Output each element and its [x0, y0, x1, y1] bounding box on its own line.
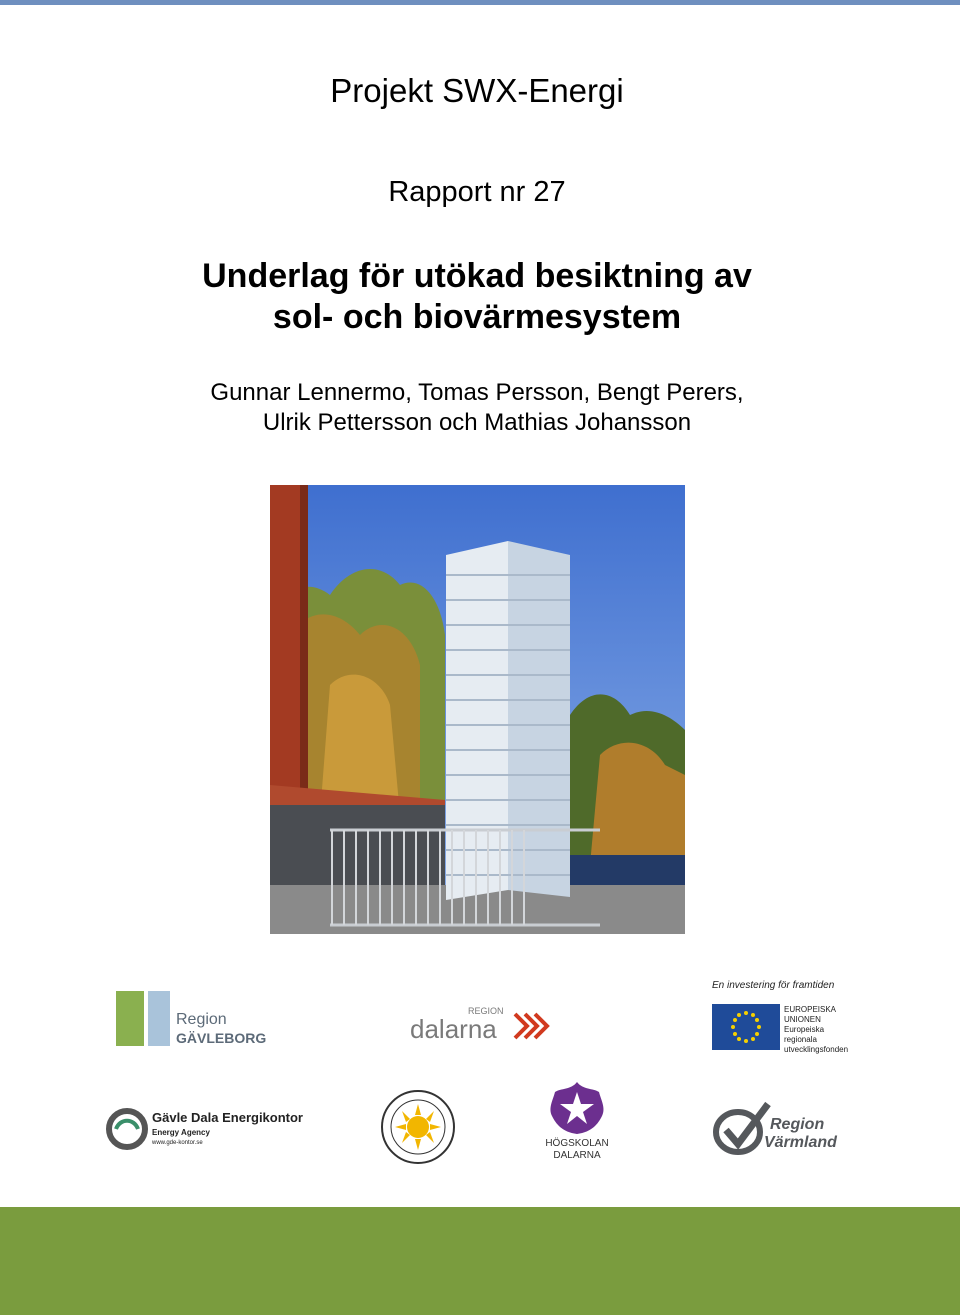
region-dalarna-logo: [410, 1006, 555, 1046]
region-gavleborg-logo: [116, 991, 266, 1049]
project-name: Projekt SWX-Energi: [330, 72, 624, 109]
energikontor-logo: [106, 1106, 311, 1154]
gavleborg-line1: Region: [176, 1011, 227, 1028]
eu-flag-icon: [712, 1004, 780, 1050]
eu-line5: utvecklingsfonden: [784, 1045, 849, 1054]
authors-line-2: Ulrik Pettersson och Mathias Johansson: [262, 409, 692, 436]
bottom-accent-bar: [0, 1207, 960, 1315]
eu-line4: regionala: [784, 1035, 817, 1044]
dalarna-name: dalarna: [410, 1014, 497, 1044]
report-number: Rapport nr 27: [388, 176, 566, 208]
hogskolan-star-icon: [546, 1080, 608, 1136]
varmland-check-icon: [712, 1100, 772, 1158]
dalarna-arrows-icon: [513, 1010, 553, 1042]
hogskolan-dalarna-logo: [537, 1080, 617, 1164]
hogskolan-line1: HÖGSKOLAN: [545, 1138, 609, 1149]
energikontor-circle-icon: [106, 1108, 148, 1150]
energikontor-name: Gävle Dala Energikontor: [152, 1110, 303, 1125]
top-accent-bar: [0, 0, 960, 5]
varmland-line1: Region: [770, 1116, 825, 1133]
eu-logo: [712, 980, 862, 1055]
authors-line-1: Gunnar Lennermo, Tomas Persson, Bengt Perers,: [210, 379, 744, 406]
hogskolan-line2: DALARNA: [553, 1150, 601, 1161]
region-varmland-logo: [712, 1100, 852, 1158]
eu-line3: Europeiska: [784, 1025, 825, 1034]
eu-tagline: En investering för framtiden: [712, 980, 835, 991]
title-line-2: sol- och biovärmesystem: [272, 298, 682, 336]
karlstad-university-logo: [378, 1088, 458, 1166]
varmland-line2: Värmland: [764, 1134, 837, 1151]
dalarna-small: REGION: [468, 1006, 504, 1016]
authors: [0, 378, 954, 438]
gavleborg-line2: GÄVLEBORG: [176, 1030, 267, 1046]
cover-photo-tower: [270, 485, 685, 934]
energikontor-url: www.gde-kontor.se: [152, 1140, 203, 1146]
title-line-1: Underlag för utökad besiktning av: [202, 257, 752, 295]
eu-line1: EUROPEISKA: [784, 1005, 837, 1014]
report-title: [0, 256, 954, 338]
energikontor-sub: Energy Agency: [152, 1128, 210, 1137]
karlstad-sun-seal-icon: [378, 1088, 458, 1166]
eu-line2: UNIONEN: [784, 1015, 821, 1024]
